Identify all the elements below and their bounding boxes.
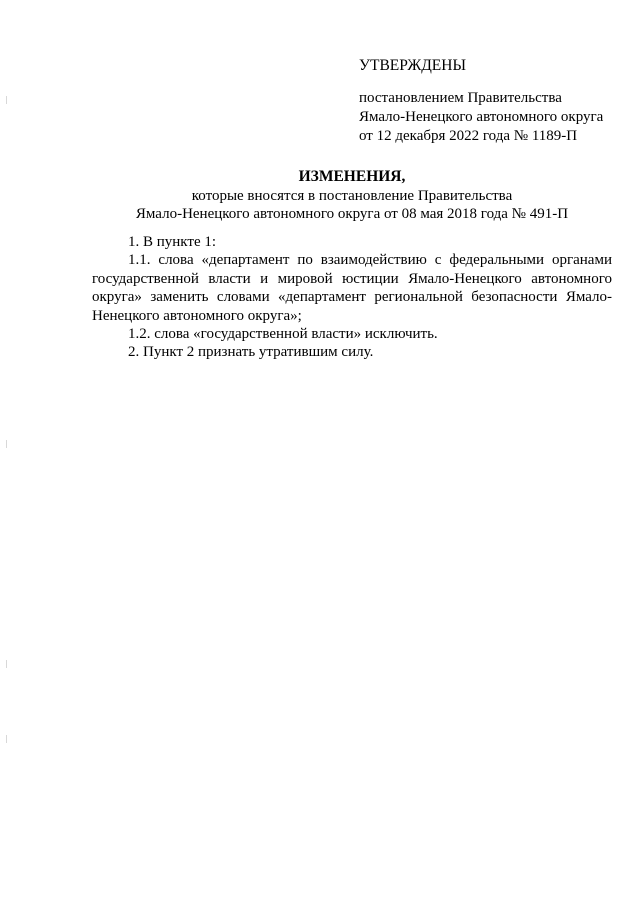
- document-heading: [92, 168, 612, 223]
- approval-line-region: Ямало-Ненецкого автономного округа: [359, 109, 604, 125]
- scan-margin-mark: [6, 440, 7, 448]
- paragraph-item-1: 1. В пункте 1:: [128, 234, 217, 250]
- paragraph-item-1-1: 1.1. слова «департамент по взаимодействию с федеральными органами государственной власти и мировой юстиции Ямало-Ненецкого автономного округа» заменить словами «департамент региональной безопасности Ямало-Ненецкого автономного округа»;: [92, 252, 612, 324]
- scan-margin-mark: [6, 96, 7, 104]
- paragraph-item-2: 2. Пункт 2 признать утратившим силу.: [128, 344, 374, 361]
- scan-margin-mark: [6, 735, 7, 743]
- scan-margin-mark: [6, 660, 7, 668]
- approval-block: [359, 56, 619, 146]
- document-subtitle-line-2: Ямало-Ненецкого автономного округа от 08 мая 2018 года № 491-П: [135, 206, 569, 222]
- document-body: [92, 233, 612, 362]
- document-title: ИЗМЕНЕНИЯ,: [298, 168, 406, 185]
- document-subtitle-line-1: которые вносятся в постановление Правительства: [191, 188, 513, 204]
- approval-title: УТВЕРЖДЕНЫ: [359, 57, 466, 74]
- paragraph-item-1-2: 1.2. слова «государственной власти» исключить.: [128, 326, 438, 343]
- approval-line-date: от 12 декабря 2022 года № 1189-П: [359, 128, 578, 144]
- approval-details: [359, 89, 619, 146]
- approval-line-decree: постановлением Правительства: [359, 90, 562, 106]
